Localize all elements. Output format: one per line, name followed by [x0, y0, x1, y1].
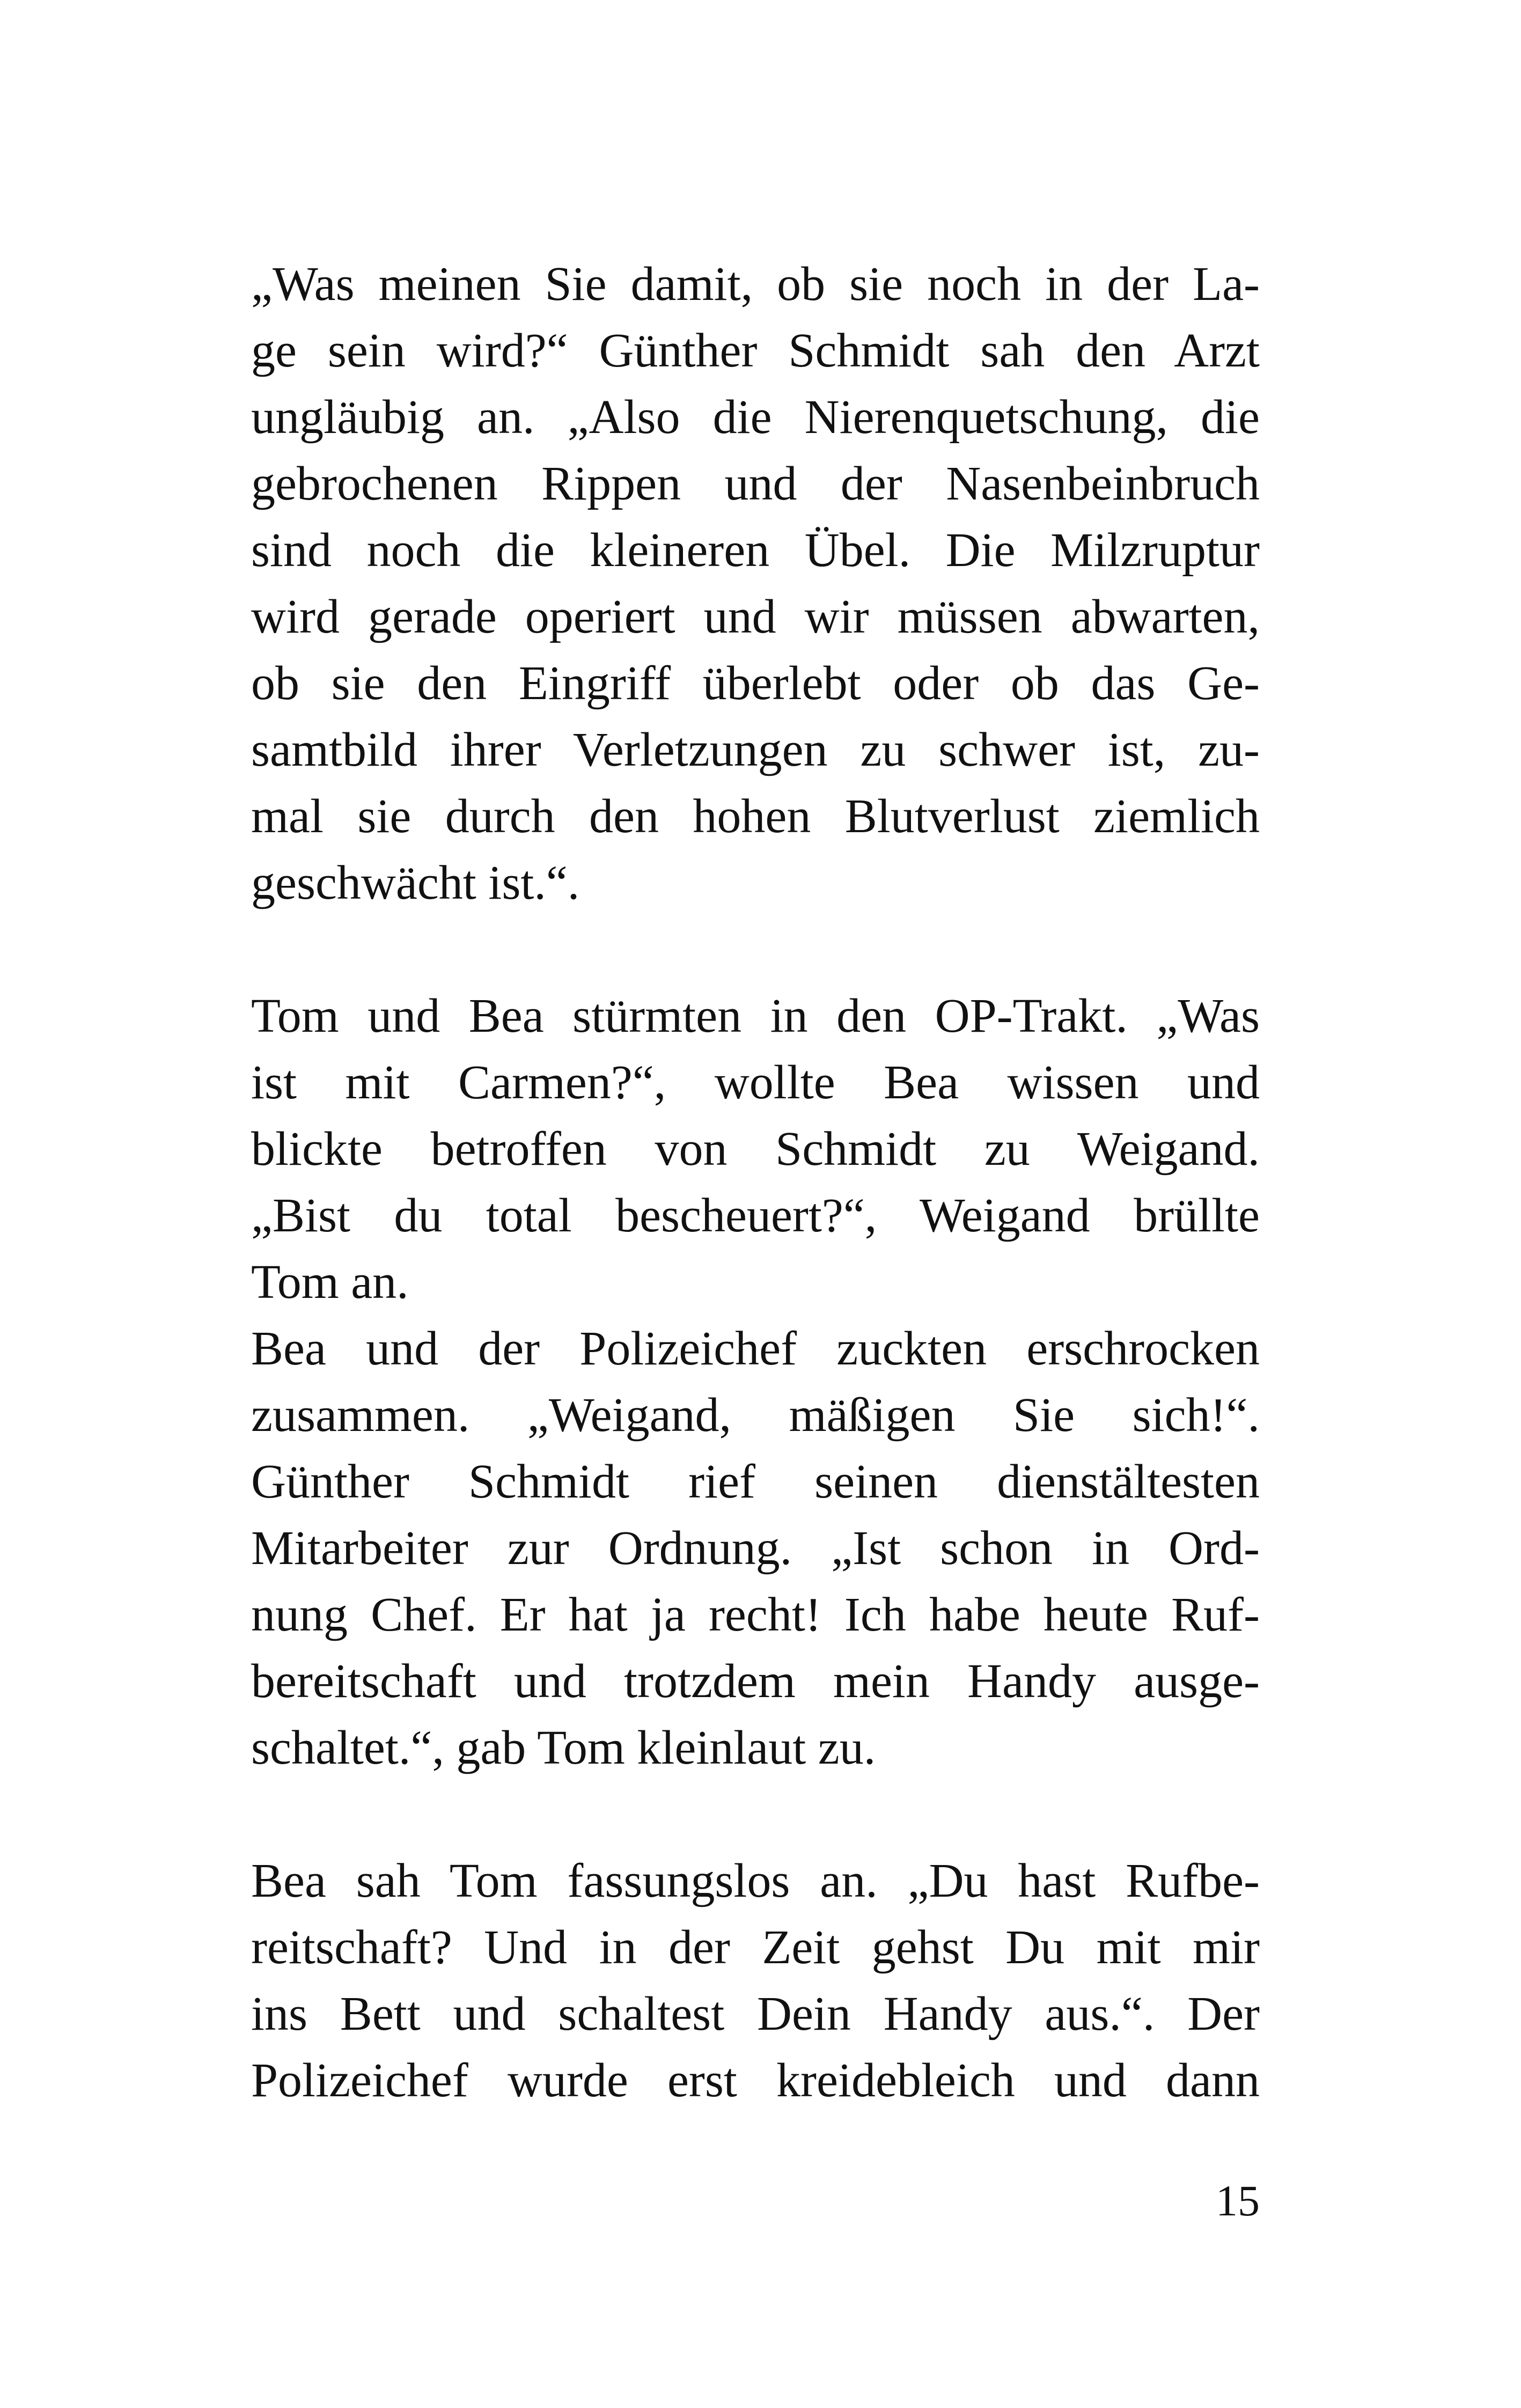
text-line: nung Chef. Er hat ja recht! Ich habe heute Ruf- [251, 1588, 1260, 1641]
text-line: Tom an. [251, 1256, 409, 1309]
text-line: blickte betroffen von Schmidt zu Weigand. [251, 1122, 1260, 1176]
text-line: wird gerade operiert und wir müssen abwarten, [251, 590, 1260, 643]
body-text [251, 251, 1260, 2114]
text-line: ungläubig an. „Also die Nierenquetschung, die [251, 391, 1260, 444]
text-line: ins Bett und schaltest Dein Handy aus.“. Der [251, 1987, 1260, 2040]
text-line: Tom und Bea stürmten in den OP-Trakt. „Was [251, 989, 1260, 1043]
text-line: „Bist du total bescheuert?“, Weigand brüllte [251, 1189, 1260, 1242]
text-line: Bea und der Polizeichef zuckten erschrocken [251, 1322, 1260, 1375]
paragraph-gap [251, 916, 1260, 983]
text-line: Bea sah Tom fassungslos an. „Du hast Rufbe- [251, 1854, 1260, 1907]
text-line: Mitarbeiter zur Ordnung. „Ist schon in Ord- [251, 1522, 1260, 1575]
text-line: ist mit Carmen?“, wollte Bea wissen und [251, 1056, 1260, 1109]
text-line: ob sie den Eingriff überlebt oder ob das Ge- [251, 657, 1260, 710]
text-line: zusammen. „Weigand, mäßigen Sie sich!“. [251, 1389, 1260, 1442]
text-line: schaltet.“, gab Tom kleinlaut zu. [251, 1721, 876, 1774]
text-line: reitschaft? Und in der Zeit gehst Du mit mir [251, 1921, 1260, 1974]
text-line: mal sie durch den hohen Blutverlust ziemlich [251, 790, 1260, 843]
paragraph-gap [251, 1781, 1260, 1848]
text-line: sind noch die kleineren Übel. Die Milzruptur [251, 524, 1260, 577]
text-line: ge sein wird?“ Günther Schmidt sah den Arzt [251, 324, 1260, 377]
text-line: bereitschaft und trotzdem mein Handy ausge- [251, 1655, 1260, 1708]
text-line: samtbild ihrer Verletzungen zu schwer ist, zu- [251, 723, 1260, 776]
page-number: 15 [1216, 2176, 1260, 2225]
text-line: Günther Schmidt rief seinen dienstältesten [251, 1455, 1260, 1508]
text-line: Polizeichef wurde erst kreidebleich und dann [251, 2054, 1260, 2107]
text-line: geschwächt ist.“. [251, 856, 580, 909]
text-line: „Was meinen Sie damit, ob sie noch in der La- [251, 258, 1260, 311]
text-line: gebrochenen Rippen und der Nasenbeinbruch [251, 457, 1260, 510]
